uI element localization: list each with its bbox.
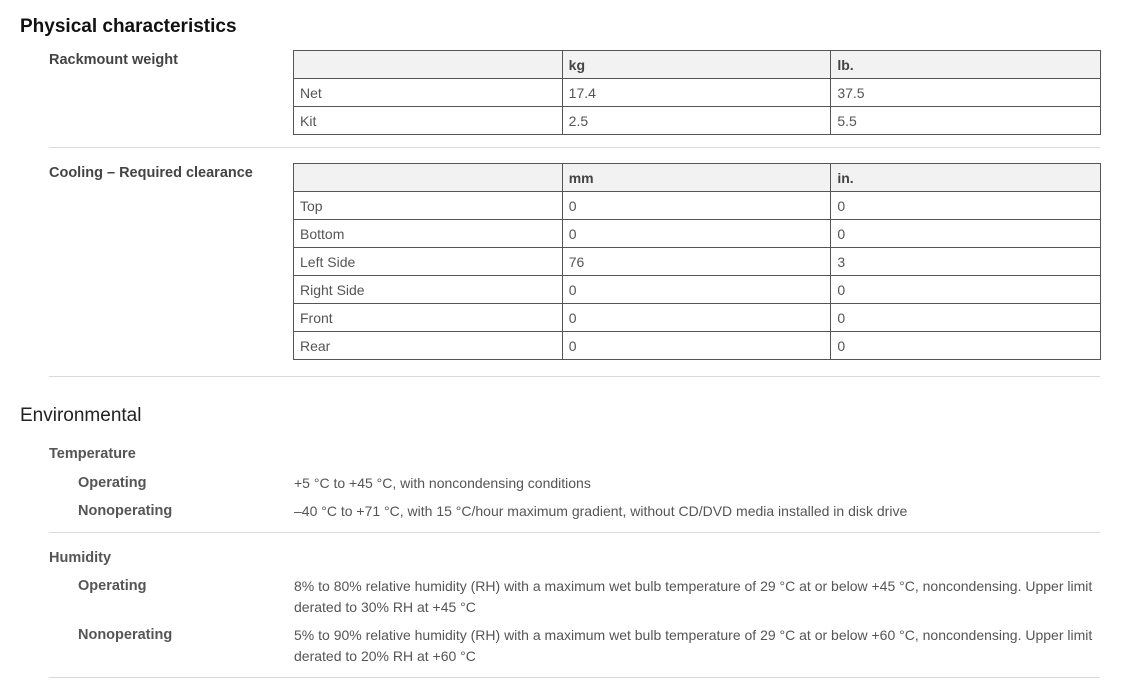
row-label: Net xyxy=(294,79,563,107)
table-row xyxy=(294,107,1101,135)
humidity-operating-label: Operating xyxy=(78,578,147,594)
cooling-clearance-table xyxy=(293,163,1101,360)
humidity-nonoperating-label: Nonoperating xyxy=(78,627,173,643)
table-cell: 0 xyxy=(562,220,831,248)
section-divider xyxy=(49,532,1100,533)
temperature-operating-label: Operating xyxy=(78,475,147,491)
temperature-operating-value: +5 °C to +45 °C, with noncondensing conditions xyxy=(294,475,591,491)
section-divider xyxy=(49,677,1100,678)
table-row xyxy=(294,79,1101,107)
table-cell: 0 xyxy=(831,332,1101,360)
table-cell: 0 xyxy=(562,332,831,360)
physical-characteristics-heading: Physical characteristics xyxy=(20,16,237,37)
table-cell: 37.5 xyxy=(831,79,1101,107)
table-cell: 0 xyxy=(562,192,831,220)
column-header-lb: lb. xyxy=(831,51,1101,79)
temperature-nonoperating-label: Nonoperating xyxy=(78,503,173,519)
table-header-row xyxy=(294,164,1101,192)
row-label: Left Side xyxy=(294,248,563,276)
temperature-label: Temperature xyxy=(49,446,136,462)
table-row xyxy=(294,248,1101,276)
humidity-nonoperating-value: 5% to 90% relative humidity (RH) with a maximum wet bulb temperature of 29 °C at or below +60 °C, noncondensing. Upper limit derated to 20% RH at +60 °C xyxy=(294,627,1093,664)
table-row xyxy=(294,220,1101,248)
column-header xyxy=(294,51,563,79)
section-divider xyxy=(49,147,1100,148)
section-divider xyxy=(49,376,1100,377)
table-header-row xyxy=(294,51,1101,79)
column-header xyxy=(294,164,563,192)
humidity-operating-value: 8% to 80% relative humidity (RH) with a maximum wet bulb temperature of 29 °C at or below +45 °C, noncondensing. Upper limit derated to 30% RH at +45 °C xyxy=(294,578,1093,615)
rackmount-weight-table xyxy=(293,50,1101,135)
cooling-clearance-label: Cooling – Required clearance xyxy=(49,165,253,181)
column-header-mm: mm xyxy=(562,164,831,192)
row-label: Front xyxy=(294,304,563,332)
table-cell: 0 xyxy=(831,192,1101,220)
row-label: Rear xyxy=(294,332,563,360)
table-cell: 76 xyxy=(562,248,831,276)
table-cell: 0 xyxy=(562,304,831,332)
table-row xyxy=(294,304,1101,332)
row-label: Kit xyxy=(294,107,563,135)
column-header-kg: kg xyxy=(562,51,831,79)
table-row xyxy=(294,332,1101,360)
table-row xyxy=(294,276,1101,304)
table-row xyxy=(294,192,1101,220)
table-cell: 3 xyxy=(831,248,1101,276)
row-label: Top xyxy=(294,192,563,220)
table-cell: 17.4 xyxy=(562,79,831,107)
table-cell: 2.5 xyxy=(562,107,831,135)
table-cell: 5.5 xyxy=(831,107,1101,135)
rackmount-weight-label: Rackmount weight xyxy=(49,52,178,68)
row-label: Bottom xyxy=(294,220,563,248)
table-cell: 0 xyxy=(831,304,1101,332)
row-label: Right Side xyxy=(294,276,563,304)
table-cell: 0 xyxy=(831,276,1101,304)
table-cell: 0 xyxy=(562,276,831,304)
column-header-in: in. xyxy=(831,164,1101,192)
humidity-label: Humidity xyxy=(49,550,112,566)
table-cell: 0 xyxy=(831,220,1101,248)
environmental-heading: Environmental xyxy=(20,405,142,426)
temperature-nonoperating-value: –40 °C to +71 °C, with 15 °C/hour maximum gradient, without CD/DVD media installed in disk drive xyxy=(294,503,908,519)
